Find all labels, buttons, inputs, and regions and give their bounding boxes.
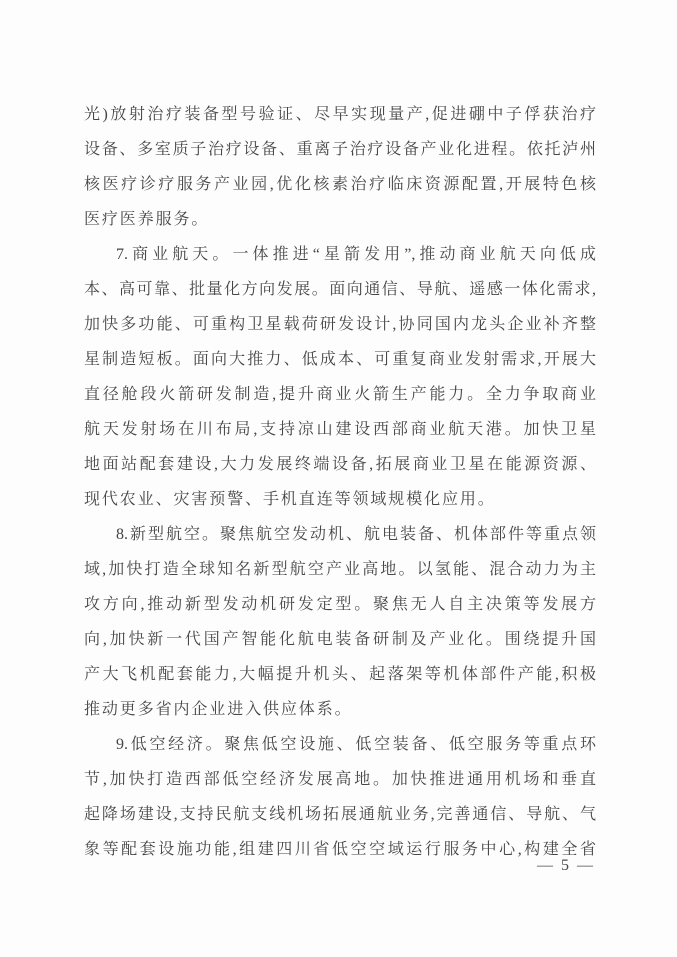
text-line: 节,加快打造西部低空经济发展高地。加快推进通用机场和垂直	[84, 771, 596, 788]
text-line: 7.商业航天。一体推进“星箭发用”,推动商业航天向低成	[116, 246, 596, 263]
text-line: 地面站配套建设,大力发展终端设备,拓展商业卫星在能源资源、	[84, 456, 596, 473]
text-line: 光)放射治疗装备型号验证、尽早实现量产,促进硼中子俘获治疗	[84, 106, 596, 123]
paragraph-low-altitude-economy	[84, 727, 596, 867]
text-line: 攻方向,推动新型发动机研发定型。聚焦无人自主决策等发展方	[84, 596, 596, 613]
text-line: 本、高可靠、批量化方向发展。面向通信、导航、遥感一体化需求,	[84, 281, 596, 298]
body-text	[84, 97, 596, 867]
paragraph-continuation	[84, 97, 596, 237]
text-line: 产大飞机配套能力,大幅提升机头、起落架等机体部件产能,积极	[84, 666, 596, 683]
text-line: 9.低空经济。聚焦低空设施、低空装备、低空服务等重点环	[116, 736, 596, 753]
text-line: 推动更多省内企业进入供应体系。	[84, 701, 353, 718]
text-line: 8.新型航空。聚焦航空发动机、航电装备、机体部件等重点领	[116, 526, 596, 543]
text-line: 航天发射场在川布局,支持凉山建设西部商业航天港。加快卫星	[84, 421, 596, 438]
text-line: 现代农业、灾害预警、手机直连等领域规模化应用。	[84, 491, 496, 508]
text-line: 核医疗诊疗服务产业园,优化核素治疗临床资源配置,开展特色核	[84, 176, 596, 193]
text-line: 设备、多室质子治疗设备、重离子治疗设备产业化进程。依托泸州	[84, 141, 596, 158]
text-line: 直径舱段火箭研发制造,提升商业火箭生产能力。全力争取商业	[84, 386, 596, 403]
text-line: 域,加快打造全球知名新型航空产业高地。以氢能、混合动力为主	[84, 561, 596, 578]
text-line: 医疗医养服务。	[84, 211, 210, 228]
paragraph-new-aviation	[84, 517, 596, 727]
text-line: 加快多功能、可重构卫星载荷研发设计,协同国内龙头企业补齐整	[84, 316, 596, 333]
text-line: 星制造短板。面向大推力、低成本、可重复商业发射需求,开展大	[84, 351, 596, 368]
page-number: — 5 —	[537, 857, 595, 874]
text-line: 起降场建设,支持民航支线机场拓展通航业务,完善通信、导航、气	[84, 806, 596, 823]
paragraph-commercial-space	[84, 237, 596, 517]
text-line: 象等配套设施功能,组建四川省低空空域运行服务中心,构建全省	[84, 841, 596, 858]
text-line: 向,加快新一代国产智能化航电装备研制及产业化。围绕提升国	[84, 631, 596, 648]
